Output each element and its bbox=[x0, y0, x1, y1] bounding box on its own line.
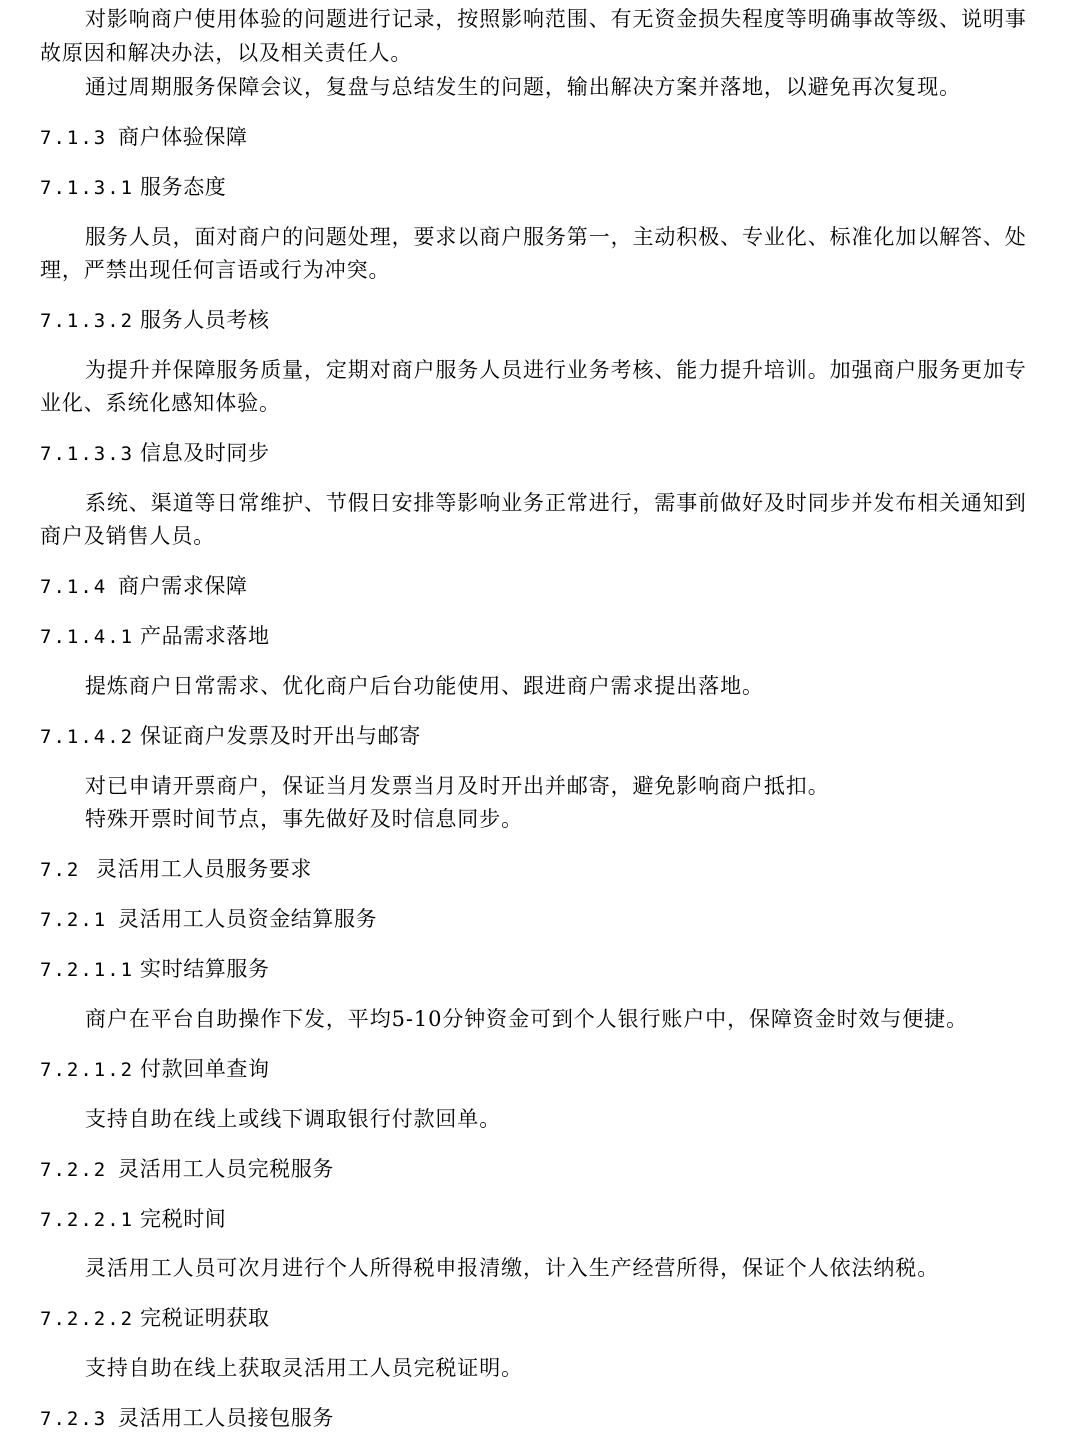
section-heading-7-1-4 bbox=[0, 571, 1069, 601]
section-heading-7-2-2-2 bbox=[0, 1303, 1069, 1333]
section-number: 7.2.2.1 bbox=[40, 1209, 135, 1231]
section-number: 7.1.4.1 bbox=[40, 626, 135, 648]
section-number: 7.1.4 bbox=[40, 576, 108, 598]
paragraph-line: 业化、系统化感知体验。 bbox=[40, 391, 281, 415]
paragraph-line: 特殊开票时间节点，事先做好及时信息同步。 bbox=[85, 807, 523, 831]
section-heading-7-1-3-2 bbox=[0, 305, 1069, 335]
paragraph-line: 故原因和解决办法，以及相关责任人。 bbox=[40, 41, 413, 65]
section-heading-7-1-4-1 bbox=[0, 621, 1069, 651]
paragraph-line: 为提升并保障服务质量，定期对商户服务人员进行业务考核、能力提升培训。加强商户服务更加专 bbox=[85, 358, 1027, 382]
section-heading-7-1-3 bbox=[0, 122, 1069, 152]
section-number: 7.2.1.2 bbox=[40, 1059, 135, 1081]
section-title: 付款回单查询 bbox=[140, 1057, 270, 1081]
section-number: 7.1.3 bbox=[40, 127, 108, 149]
section-number: 7.2.2.2 bbox=[40, 1308, 135, 1330]
section-title: 商户需求保障 bbox=[118, 574, 248, 598]
paragraph-line: 商户及销售人员。 bbox=[40, 524, 216, 548]
section-heading-7-2 bbox=[0, 854, 1069, 884]
paragraph-line: 灵活用工人员可次月进行个人所得税申报清缴，计入生产经营所得，保证个人依法纳税。 bbox=[85, 1256, 940, 1280]
section-heading-7-2-2 bbox=[0, 1154, 1069, 1184]
section-title: 商户体验保障 bbox=[118, 125, 248, 149]
section-heading-7-2-1-2 bbox=[0, 1054, 1069, 1084]
section-title: 完税时间 bbox=[140, 1207, 227, 1231]
section-number: 7.2.1 bbox=[40, 909, 108, 931]
section-number: 7.2.3 bbox=[40, 1408, 108, 1430]
section-number: 7.1.3.2 bbox=[40, 310, 135, 332]
section-heading-7-2-2-1 bbox=[0, 1204, 1069, 1234]
section-number: 7.1.3.3 bbox=[40, 443, 135, 465]
section-heading-7-2-1-1 bbox=[0, 954, 1069, 984]
paragraph-line: 通过周期服务保障会议，复盘与总结发生的问题，输出解决方案并落地，以避免再次复现。 bbox=[85, 75, 961, 99]
section-title: 服务人员考核 bbox=[140, 308, 270, 332]
section-number: 7.2 bbox=[40, 859, 81, 881]
section-title: 灵活用工人员接包服务 bbox=[118, 1406, 334, 1430]
paragraph-line: 提炼商户日常需求、优化商户后台功能使用、跟进商户需求提出落地。 bbox=[85, 674, 764, 698]
section-heading-7-1-4-2 bbox=[0, 721, 1069, 751]
section-heading-7-1-3-1 bbox=[0, 172, 1069, 202]
section-title: 服务态度 bbox=[140, 175, 227, 199]
paragraph-line: 服务人员，面对商户的问题处理，要求以商户服务第一，主动积极、专业化、标准化加以解答、处 bbox=[85, 225, 1027, 249]
paragraph-line: 商户在平台自助操作下发，平均5-10分钟资金可到个人银行账户中，保障资金时效与便捷。 bbox=[85, 1007, 968, 1031]
section-title: 灵活用工人员服务要求 bbox=[96, 857, 312, 881]
paragraph-line: 系统、渠道等日常维护、节假日安排等影响业务正常进行，需事前做好及时同步并发布相关通知到 bbox=[85, 491, 1027, 515]
section-title: 灵活用工人员完税服务 bbox=[118, 1157, 334, 1181]
paragraph-line: 对影响商户使用体验的问题进行记录，按照影响范围、有无资金损失程度等明确事故等级、说明事 bbox=[85, 7, 1027, 31]
section-heading-7-1-3-3 bbox=[0, 438, 1069, 468]
section-title: 灵活用工人员资金结算服务 bbox=[118, 907, 378, 931]
section-title: 完税证明获取 bbox=[140, 1306, 270, 1330]
section-number: 7.2.2 bbox=[40, 1159, 108, 1181]
section-title: 信息及时同步 bbox=[140, 441, 270, 465]
paragraph-line: 支持自助在线上获取灵活用工人员完税证明。 bbox=[85, 1356, 523, 1380]
paragraph-line: 理，严禁出现任何言语或行为冲突。 bbox=[40, 258, 391, 282]
paragraph-line: 对已申请开票商户，保证当月发票当月及时开出并邮寄，避免影响商户抵扣。 bbox=[85, 774, 830, 798]
section-number: 7.1.3.1 bbox=[40, 177, 135, 199]
paragraph-line: 支持自助在线上或线下调取银行付款回单。 bbox=[85, 1107, 502, 1131]
section-number: 7.1.4.2 bbox=[40, 726, 135, 748]
section-title: 产品需求落地 bbox=[140, 624, 270, 648]
section-number: 7.2.1.1 bbox=[40, 959, 135, 981]
section-title: 实时结算服务 bbox=[140, 957, 270, 981]
section-heading-7-2-1 bbox=[0, 904, 1069, 934]
section-title: 保证商户发票及时开出与邮寄 bbox=[140, 724, 421, 748]
section-heading-7-2-3 bbox=[0, 1403, 1069, 1433]
